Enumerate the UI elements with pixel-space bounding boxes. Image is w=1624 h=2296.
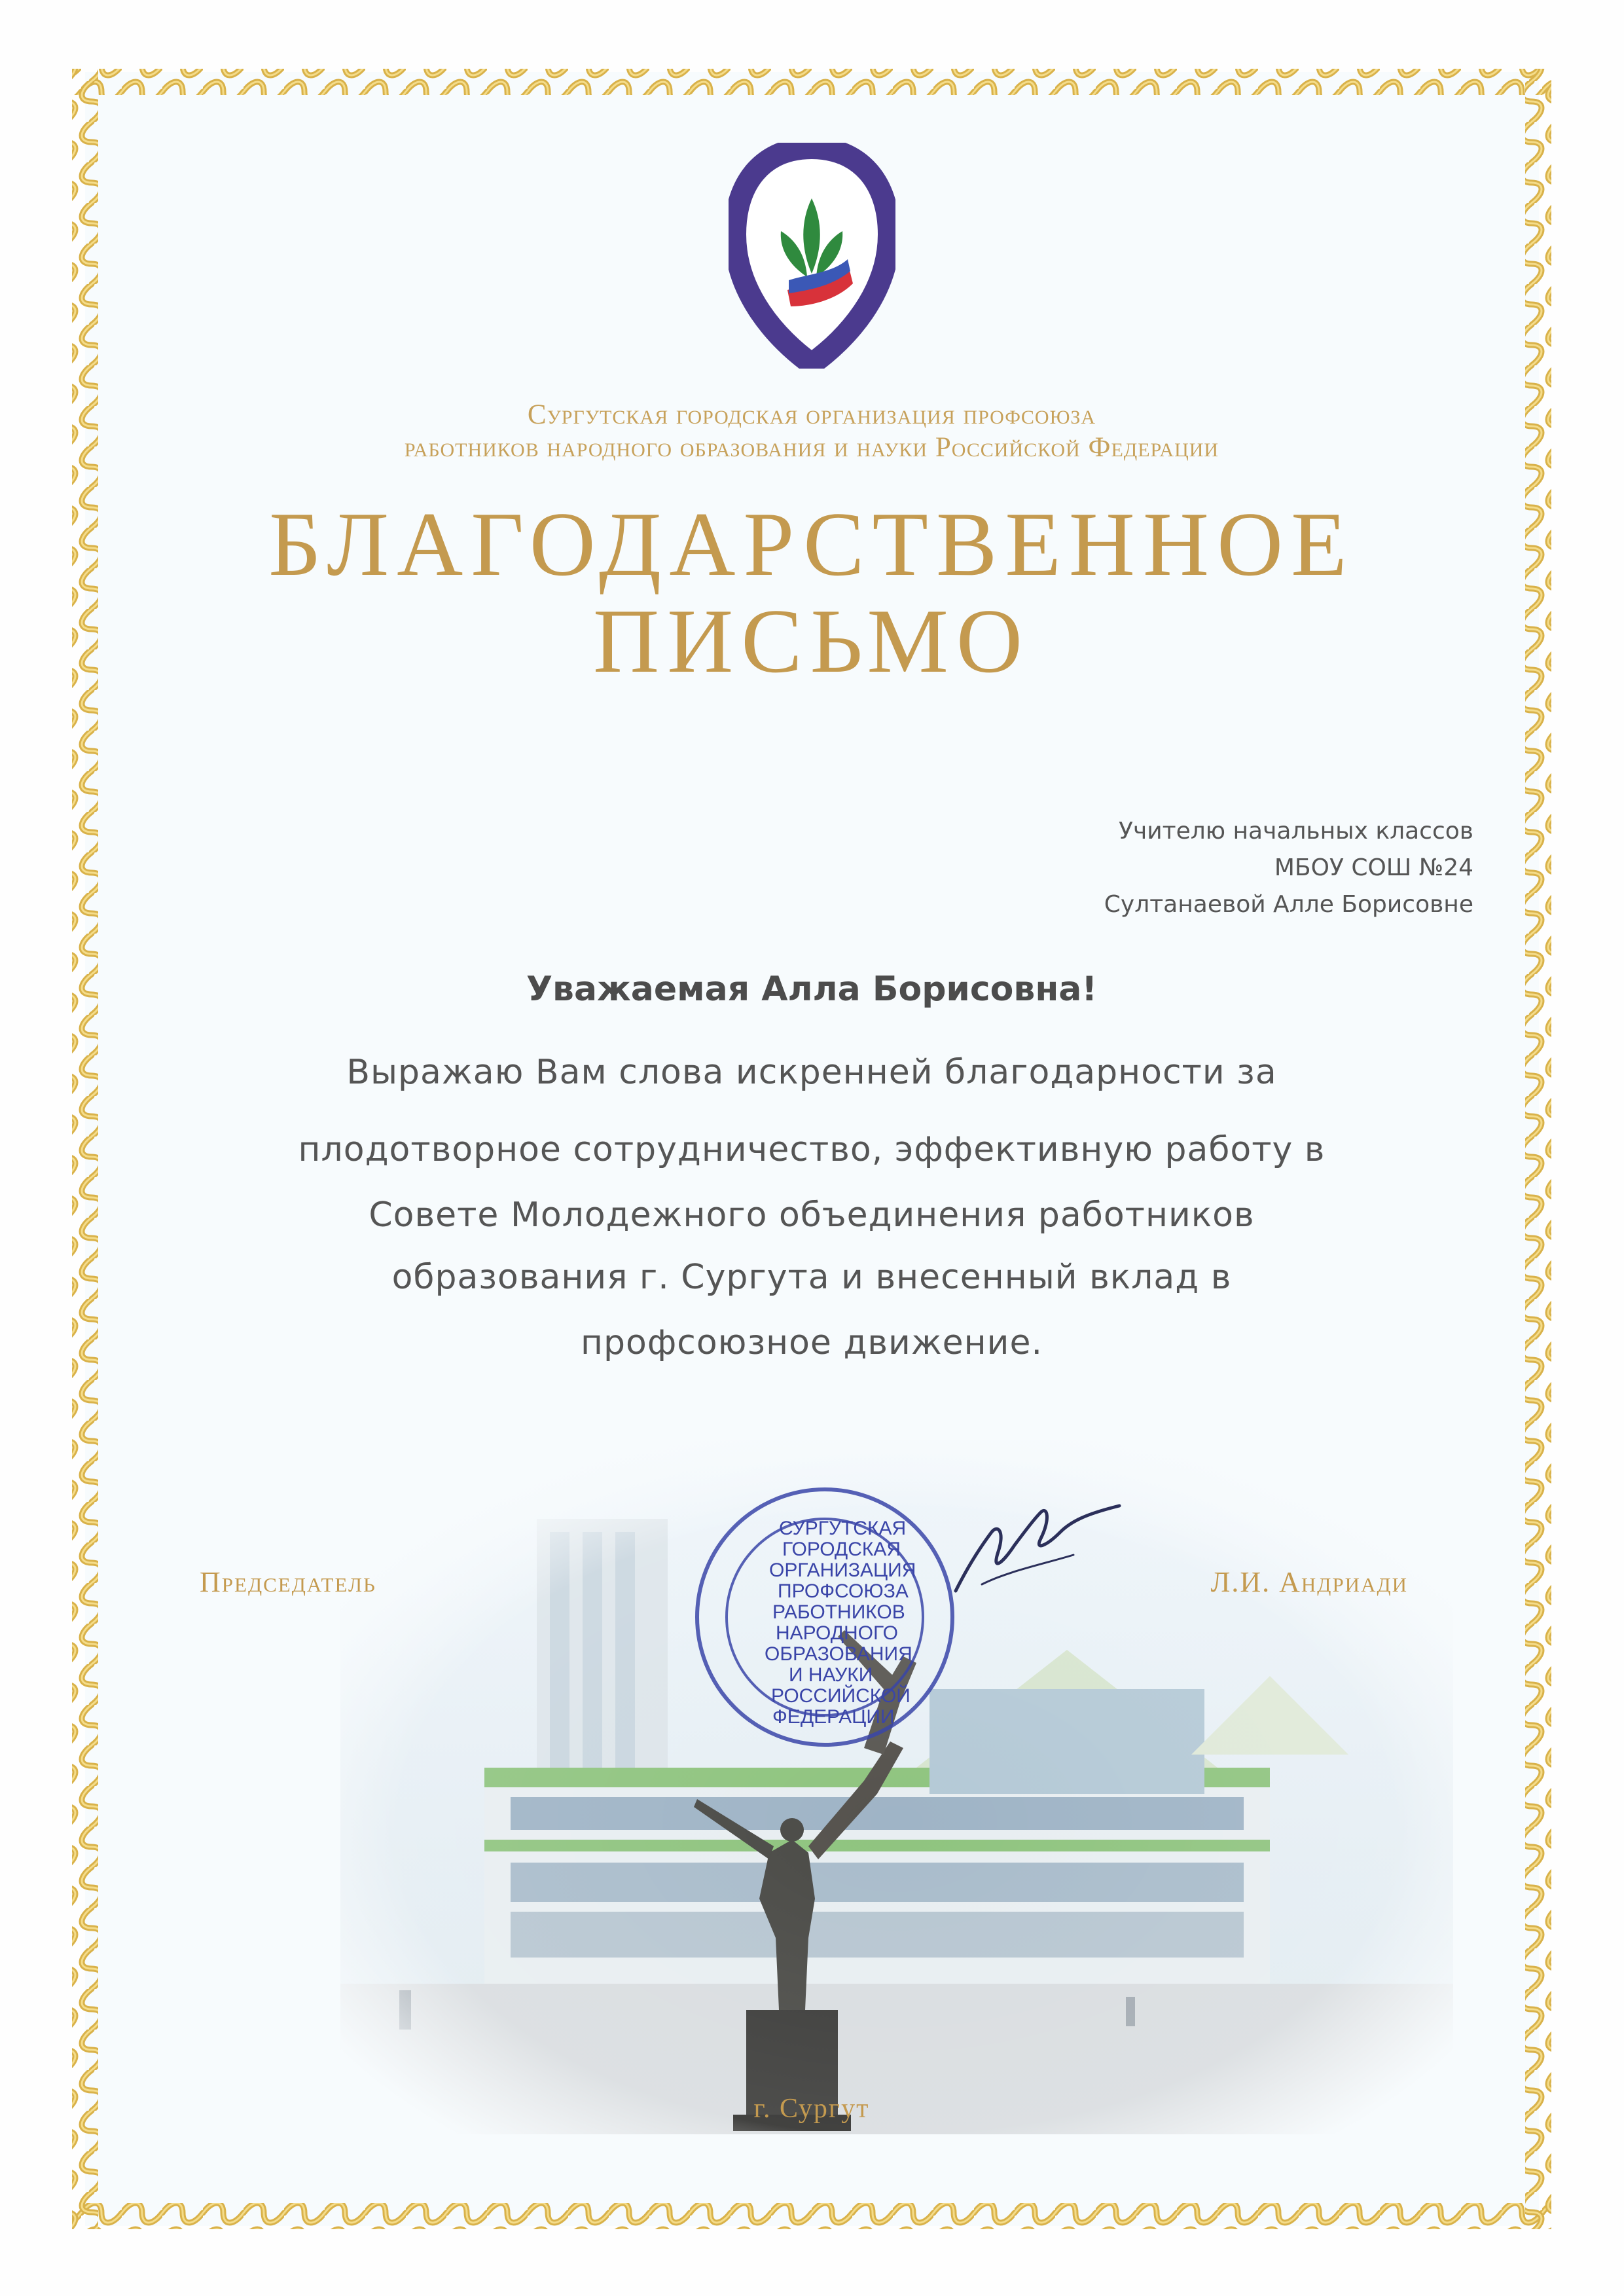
body-text-line: профсоюзное движение. xyxy=(581,1323,1043,1362)
recipient-school: МБОУ СОШ №24 xyxy=(1274,854,1473,881)
body-text-line: Совете Молодежного объединения работников xyxy=(369,1195,1255,1235)
stamp-text-line: И НАУКИ xyxy=(789,1664,873,1686)
stamp-text-line: ОБРАЗОВАНИЯ xyxy=(765,1643,912,1665)
stamp-text-line: РАБОТНИКОВ xyxy=(772,1601,905,1623)
stamp-text-line: ПРОФСОЮЗА xyxy=(778,1580,909,1602)
recipient-name: Султанаевой Алле Борисовне xyxy=(1104,891,1473,918)
city-label: г. Сургут xyxy=(753,2094,870,2124)
greeting: Уважаемая Алла Борисовна! xyxy=(526,970,1098,1009)
organization-line-1: Сургутская городская организация профсоюза xyxy=(527,399,1096,430)
body-text-line: образования г. Сургута и внесенный вклад в xyxy=(391,1258,1232,1297)
body-text-line: плодотворное сотрудничество, эффективную работу в xyxy=(298,1130,1326,1169)
document-title-line-1: БЛАГОДАРСТВЕННОЕ xyxy=(268,494,1355,595)
union-emblem-icon xyxy=(729,143,895,369)
stamp-text-line: ГОРОДСКАЯ xyxy=(782,1539,901,1560)
signatory-name: Л.И. Андриади xyxy=(1210,1566,1408,1598)
handwritten-signature xyxy=(943,1493,1132,1624)
stamp-text-line: РОССИЙСКОЙ xyxy=(771,1685,911,1707)
organization-line-2: работников народного образования и науки Российской Федерации xyxy=(404,432,1219,463)
document-title-line-2: ПИСЬМО xyxy=(593,591,1030,692)
stamp-text-line: СУРГУТСКАЯ xyxy=(779,1518,907,1539)
stamp-text-line: НАРОДНОГО xyxy=(776,1622,898,1644)
body-text-line: Выражаю Вам слова искренней благодарности за xyxy=(346,1053,1277,1092)
stamp-text-line: ОРГАНИЗАЦИЯ xyxy=(769,1559,916,1581)
signatory-role: Председатель xyxy=(200,1566,376,1598)
stamp-text-line: ФЕДЕРАЦИИ xyxy=(772,1706,895,1728)
recipient-position: Учителю начальных классов xyxy=(1119,818,1473,845)
